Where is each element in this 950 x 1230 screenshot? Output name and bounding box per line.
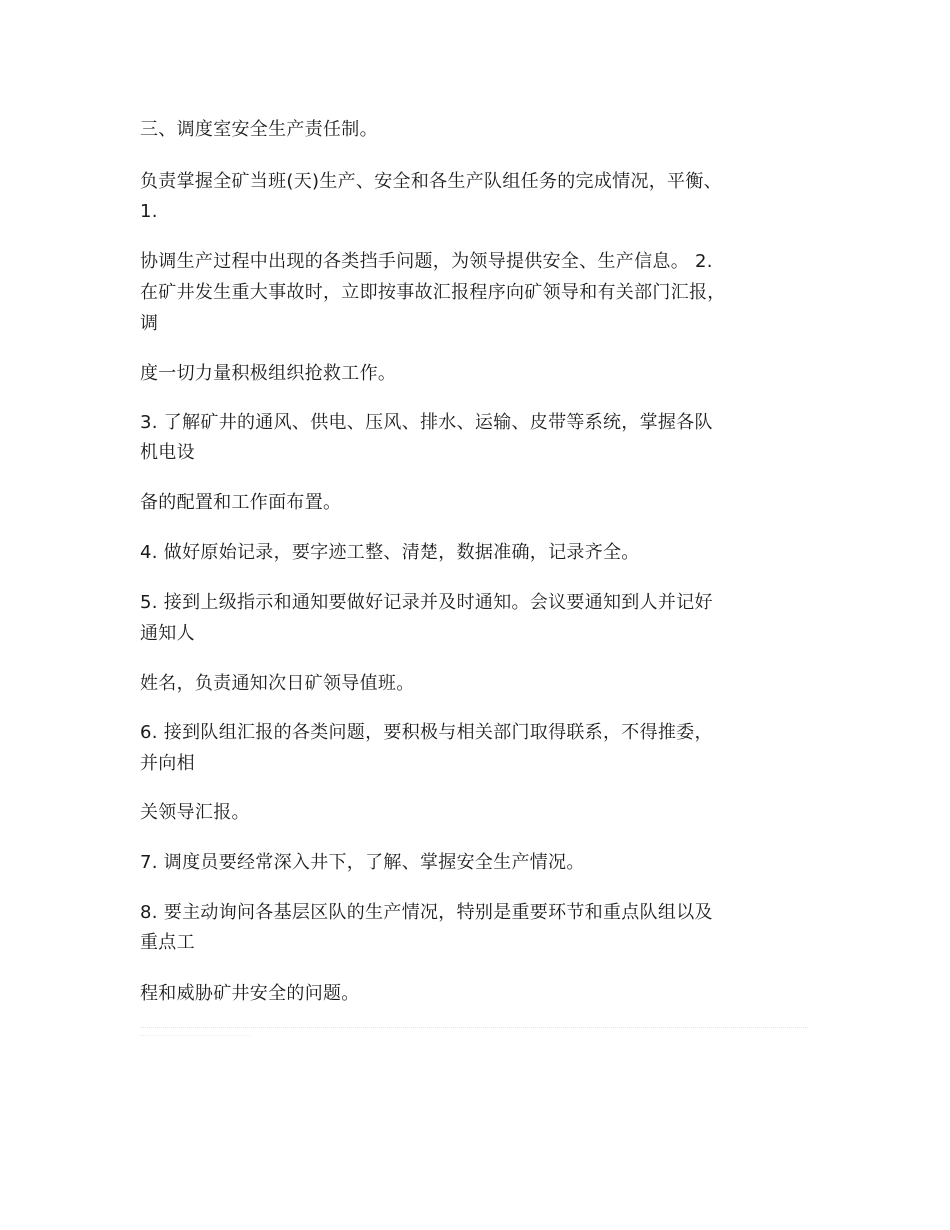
- text-line: 度一切力量积极组织抢救工作。: [140, 363, 397, 384]
- text-line: 在矿井发生重大事故时，立即按事故汇报程序向矿领导和有关部门汇报，: [140, 282, 726, 303]
- text-line: 程和威胁矿井安全的问题。: [140, 983, 360, 1004]
- text-line: 6. 接到队组汇报的各类问题，要积极与相关部门取得联系，不得推委，: [140, 722, 713, 743]
- text-line: 5. 接到上级指示和通知要做好记录并及时通知。会议要通知到人并记好: [140, 592, 713, 613]
- text-line: 通知人: [140, 623, 195, 644]
- text-line: 姓名，负责通知次日矿领导值班。: [140, 673, 415, 694]
- text-line: 4. 做好原始记录，要字迹工整、清楚，数据准确，记录齐全。: [140, 542, 640, 563]
- text-line: 8. 要主动询问各基层区队的生产情况，特别是重要环节和重点队组以及: [140, 902, 713, 923]
- divider-line-short: [140, 1035, 250, 1036]
- text-line: 机电设: [140, 442, 195, 463]
- text-line: 3. 了解矿井的通风、供电、压风、排水、运输、皮带等系统，掌握各队: [140, 412, 713, 433]
- text-line: 调: [140, 313, 159, 334]
- text-line: 备的配置和工作面布置。: [140, 492, 342, 513]
- text-line: 协调生产过程中出现的各类挡手问题，为领导提供安全、生产信息。 2.: [140, 251, 713, 272]
- divider-line: [140, 1027, 808, 1028]
- text-line: 7. 调度员要经常深入井下，了解、掌握安全生产情况。: [140, 852, 585, 873]
- section-heading: 三、调度室安全生产责任制。: [140, 119, 378, 140]
- text-line: 并向相: [140, 753, 195, 774]
- text-line: 关领导汇报。: [140, 802, 250, 823]
- text-line: 1.: [140, 201, 158, 222]
- text-line: 负责掌握全矿当班(天)生产、安全和各生产队组任务的完成情况，平衡、: [140, 171, 722, 192]
- text-line: 重点工: [140, 932, 195, 953]
